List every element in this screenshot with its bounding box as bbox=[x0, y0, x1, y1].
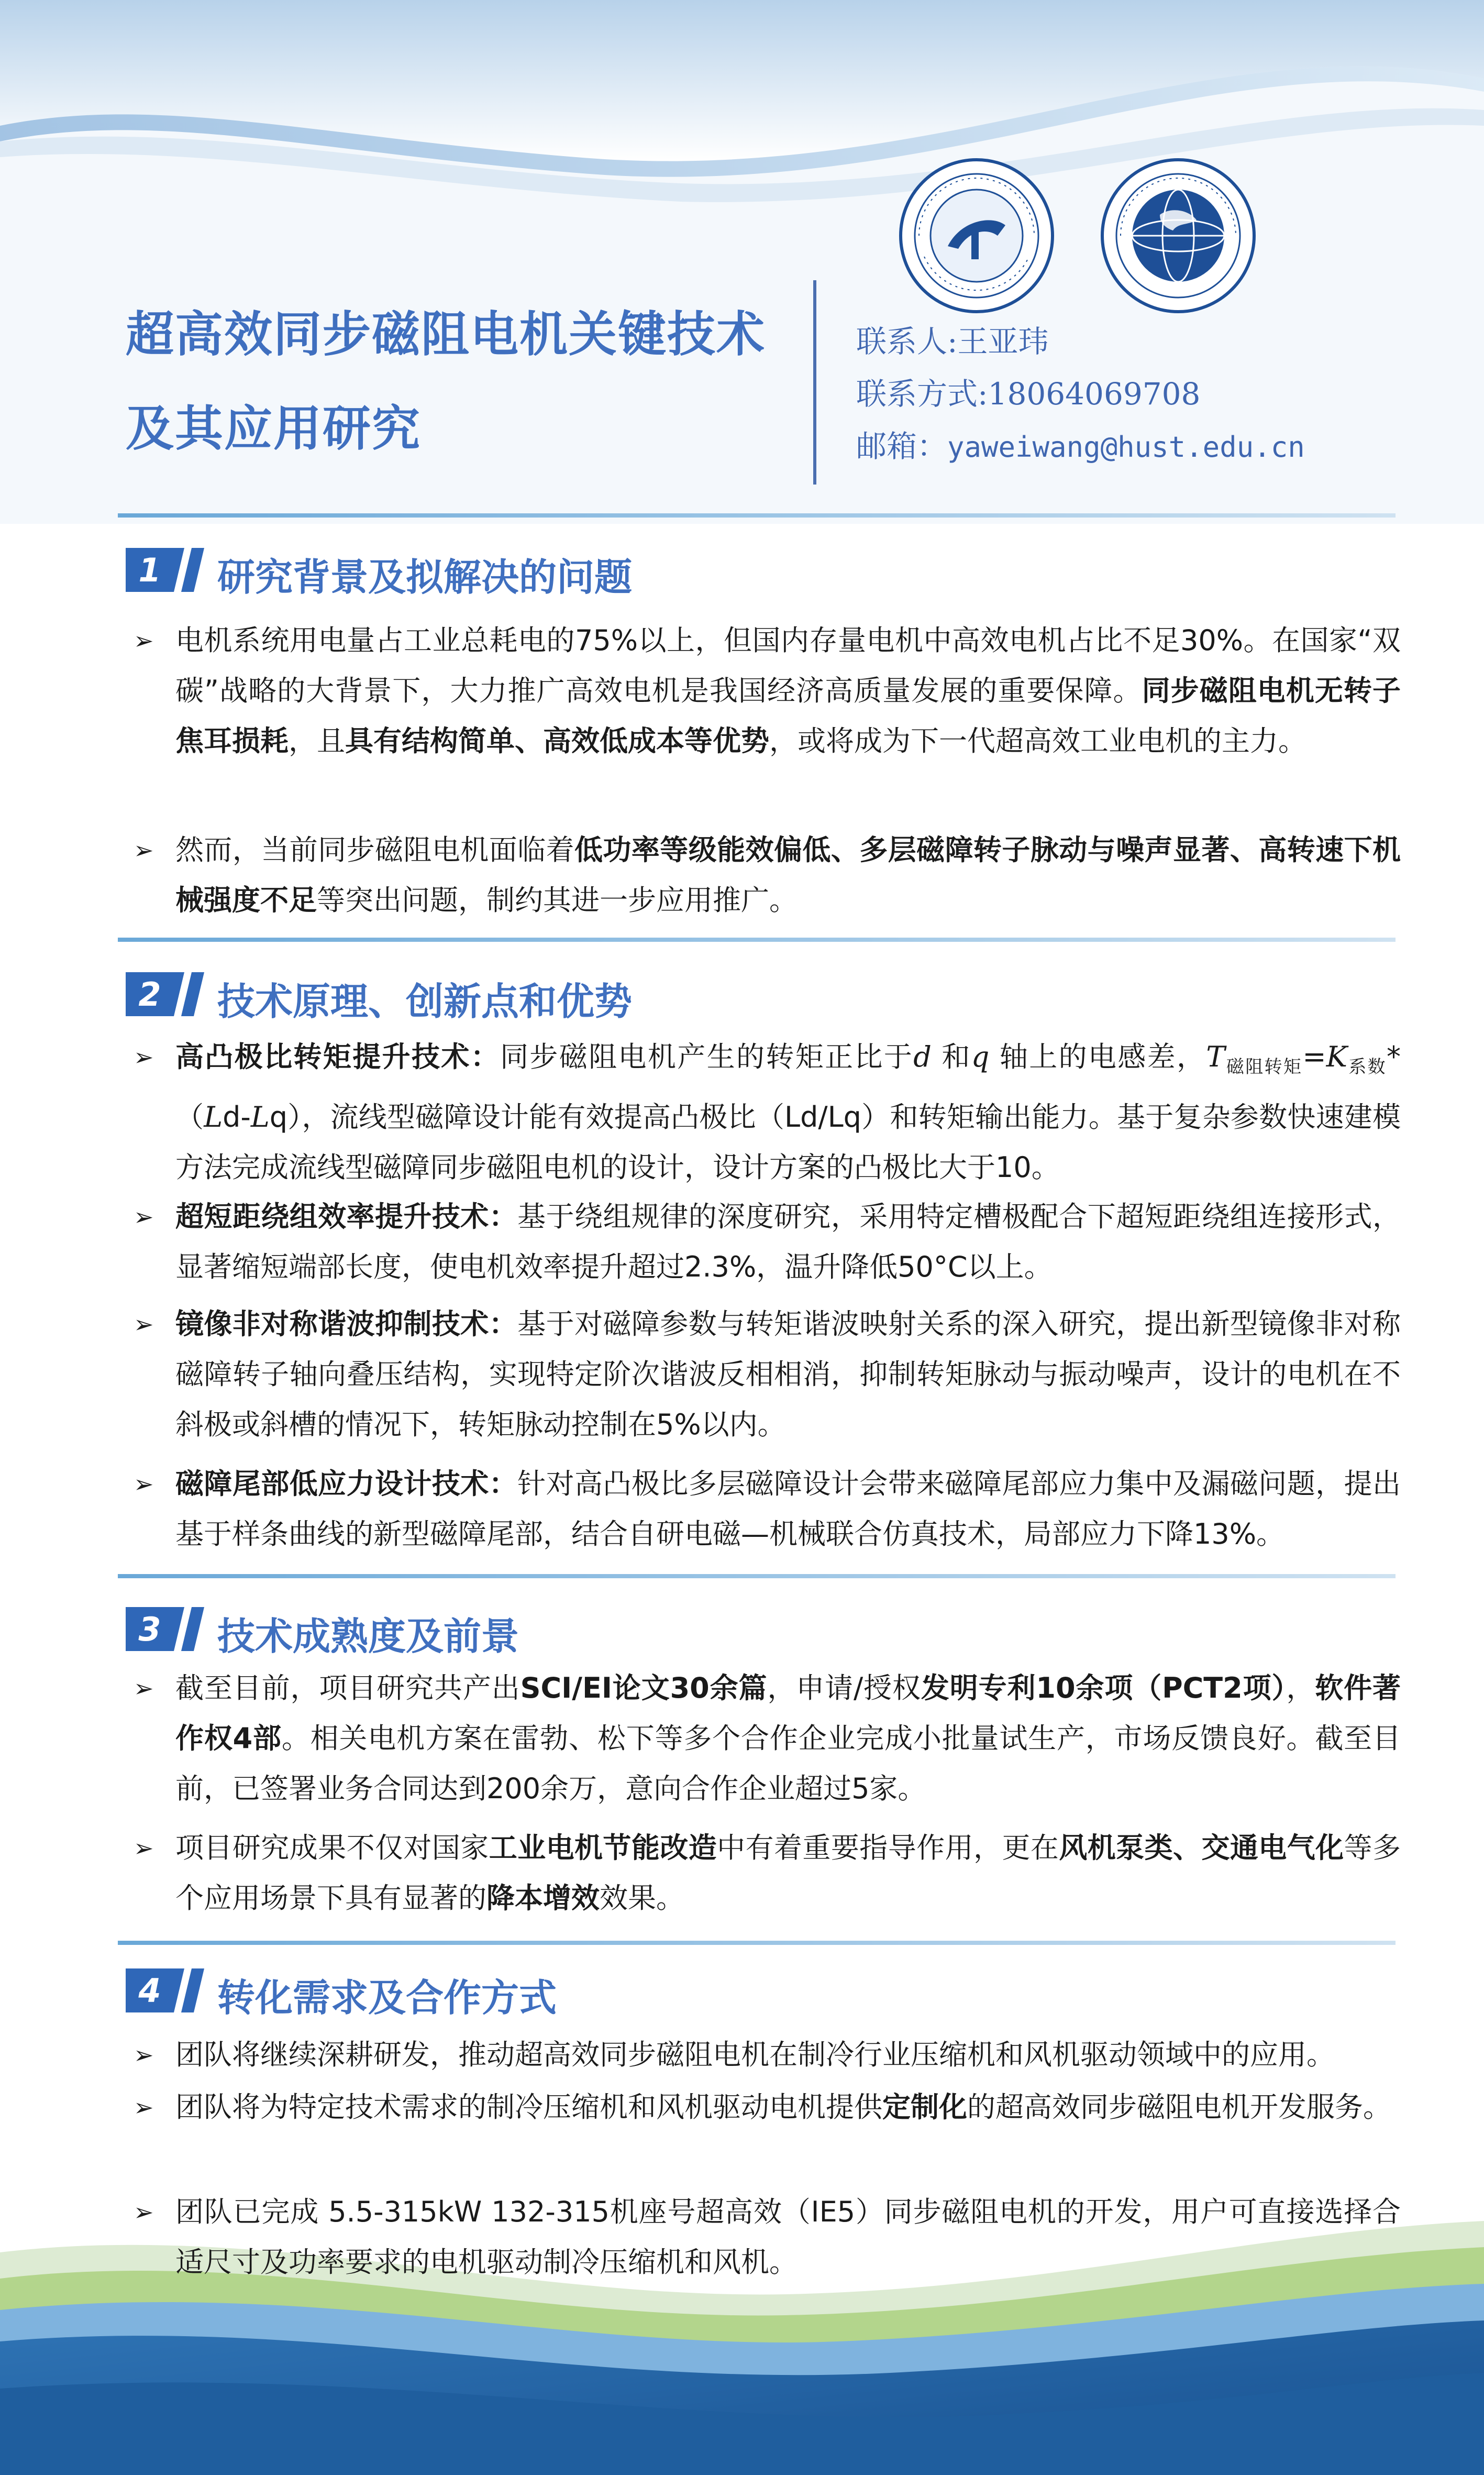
contact-person: 联系人:王亚玮 bbox=[856, 324, 1049, 359]
section-4-item-2 bbox=[134, 2082, 1401, 2132]
item-text: 团队将为特定技术需求的制冷压缩机和风机驱动电机提供定制化的超高效同步磁阻电机开发服务。 bbox=[175, 2091, 1391, 2124]
arrowhead-bullet-icon: ➢ bbox=[134, 1310, 154, 1338]
section-number-badge bbox=[126, 1964, 204, 2017]
section-1-title: 研究背景及拟解决的问题 bbox=[217, 555, 633, 599]
cem-globe-logo-icon bbox=[1100, 157, 1257, 314]
header-divider bbox=[813, 280, 816, 485]
arrowhead-bullet-icon: ➢ bbox=[134, 836, 154, 864]
section-1-item-2 bbox=[134, 825, 1401, 926]
section-1-number: 1 bbox=[138, 551, 161, 589]
section-2-number: 2 bbox=[138, 975, 161, 1014]
contact-phone: 联系方式:18064069708 bbox=[856, 376, 1201, 412]
section-4-number: 4 bbox=[138, 1972, 161, 2010]
arrowhead-bullet-icon: ➢ bbox=[134, 626, 154, 655]
arrowhead-bullet-icon: ➢ bbox=[134, 1470, 154, 1498]
arrowhead-bullet-icon: ➢ bbox=[134, 1203, 154, 1231]
section-4-item-1 bbox=[134, 2030, 1401, 2080]
page-title-line-1: 超高效同步磁阻电机关键技术 bbox=[126, 306, 766, 362]
contact-email-row bbox=[856, 422, 1305, 466]
section-1-rule bbox=[118, 513, 1396, 518]
item-text: 磁障尾部低应力设计技术：针对高凸极比多层磁障设计会带来磁障尾部应力集中及漏磁问题，提出基于样条曲线的新型磁障尾部，结合自研电磁—机械联合仿真技术，局部应力下降13%。 bbox=[175, 1467, 1401, 1550]
item-text: 高凸极比转矩提升技术：同步磁阻电机产生的转矩正比于d 和q 轴上的电感差，$T_{磁阻转矩}=K_{系数}*(Ld-Lq)$，流线型磁障设计能有效提高凸极比（Ld/Lq）和转矩输出能力。基于复杂参数快速建模方法完成流线型磁障同步磁阻电机的设计，设计方案的凸极比大于10。 bbox=[175, 1040, 1401, 1184]
item-text: 团队将继续深耕研发，推动超高效同步磁阻电机在制冷行业压缩机和风机驱动领域中的应用。 bbox=[175, 2038, 1335, 2071]
section-2-item-4 bbox=[134, 1459, 1401, 1559]
item-text: 然而，当前同步磁阻电机面临着低功率等级能效偏低、多层磁障转子脉动与噪声显著、高转速下机械强度不足等突出问题，制约其进一步应用推广。 bbox=[175, 833, 1401, 917]
section-3-title: 技术成熟度及前景 bbox=[217, 1614, 519, 1658]
section-2-item-1 bbox=[134, 1032, 1401, 1193]
page-title-line-2: 及其应用研究 bbox=[126, 401, 422, 457]
email-label: 邮箱： bbox=[856, 428, 948, 464]
section-number-badge bbox=[126, 1603, 204, 1655]
section-2-rule bbox=[118, 938, 1396, 942]
section-3-item-2 bbox=[134, 1823, 1401, 1923]
section-number-badge bbox=[126, 544, 204, 596]
section-3-rule bbox=[118, 1574, 1396, 1578]
item-text: 项目研究成果不仅对国家工业电机节能改造中有着重要指导作用，更在风机泵类、交通电气化等多个应用场景下具有显著的降本增效效果。 bbox=[175, 1831, 1401, 1915]
item-text: 电机系统用电量占工业总耗电的75%以上，但国内存量电机中高效电机占比不足30%。在国家“双碳”战略的大背景下，大力推广高效电机是我国经济高质量发展的重要保障。同步磁阻电机无转子焦耳损耗，且具有结构简单、高效低成本等优势，或将成为下一代超高效工业电机的主力。 bbox=[175, 624, 1401, 757]
arrowhead-bullet-icon: ➢ bbox=[134, 2198, 154, 2226]
item-text: 截至目前，项目研究共产出SCI/EI论文30余篇，申请/授权发明专利10余项（PCT2项），软件著作权4部。相关电机方案在雷勃、松下等多个合作企业完成小批量试生产，市场反馈良好。截至目前，已签署业务合同达到200余万，意向合作企业超过5家。 bbox=[175, 1671, 1401, 1805]
arrowhead-bullet-icon: ➢ bbox=[134, 2093, 154, 2121]
arrowhead-bullet-icon: ➢ bbox=[134, 1043, 154, 1071]
arrowhead-bullet-icon: ➢ bbox=[134, 2041, 154, 2069]
section-2-item-2 bbox=[134, 1192, 1401, 1292]
section-2-item-3 bbox=[134, 1299, 1401, 1450]
section-4-title: 转化需求及合作方式 bbox=[217, 1976, 557, 2020]
section-4-rule bbox=[118, 1941, 1396, 1945]
section-3-number: 3 bbox=[138, 1610, 161, 1648]
item-text: 超短距绕组效率提升技术：基于绕组规律的深度研究，采用特定槽极配合下超短距绕组连接形式，显著缩短端部长度，使电机效率提升超过2.3%，温升降低50°C以上。 bbox=[175, 1200, 1401, 1283]
item-text: 镜像非对称谐波抑制技术：基于对磁障参数与转矩谐波映射关系的深入研究，提出新型镜像非对称磁障转子轴向叠压结构，实现特定阶次谐波反相相消，抑制转矩脉动与振动噪声，设计的电机在不斜极或斜槽的情况下，转矩脉动控制在5%以内。 bbox=[175, 1307, 1401, 1441]
item-text: 团队已完成 5.5-315kW 132-315机座号超高效（IE5）同步磁阻电机的开发，用户可直接选择合适尺寸及功率要求的电机驱动制冷压缩机和风机。 bbox=[175, 2195, 1401, 2279]
section-3-item-1 bbox=[134, 1663, 1401, 1814]
section-1-item-1 bbox=[134, 615, 1401, 766]
arrowhead-bullet-icon: ➢ bbox=[134, 1834, 154, 1862]
hust-university-seal-icon bbox=[898, 157, 1055, 314]
section-4-item-3 bbox=[134, 2187, 1401, 2287]
section-number-badge bbox=[126, 968, 204, 1020]
section-2-title: 技术原理、创新点和优势 bbox=[217, 980, 633, 1024]
email-link[interactable]: yaweiwang@hust.edu.cn bbox=[947, 431, 1305, 464]
arrowhead-bullet-icon: ➢ bbox=[134, 1674, 154, 1702]
